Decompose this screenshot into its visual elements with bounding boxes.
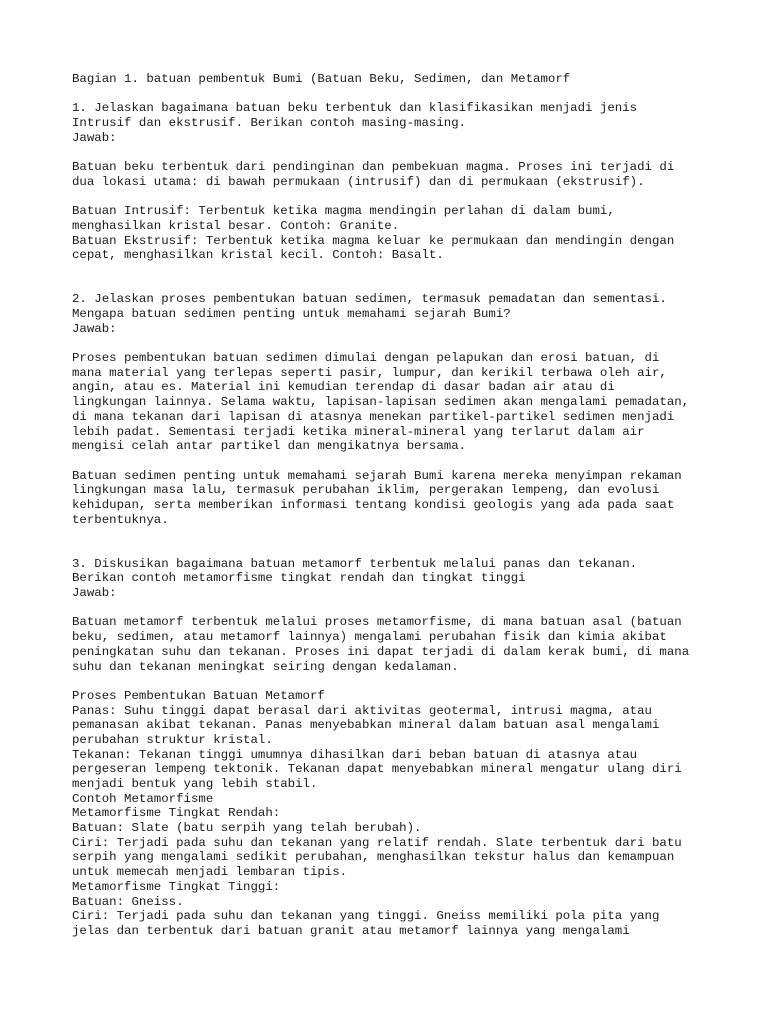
- paragraph-line: jelas dan terbentuk dari batuan granit atau metamorf lainnya yang mengalami: [72, 923, 630, 938]
- paragraph-line: pemanasan akibat tekanan. Panas menyebabkan mineral dalam batuan asal mengalami: [72, 718, 660, 733]
- answer-label: Jawab:: [72, 586, 117, 601]
- answer-paragraph: [72, 615, 712, 674]
- question-text: Mengapa batuan sedimen penting untuk memahami sejarah Bumi?: [72, 307, 511, 322]
- paragraph-line: pergeseran lempeng tektonik. Tekanan dapat menyebabkan mineral mengatur ulang diri: [72, 762, 682, 777]
- question-text: 1. Jelaskan bagaimana batuan beku terbentuk dan klasifikasikan menjadi jenis: [72, 101, 638, 116]
- paragraph-line: perubahan struktur kristal.: [72, 732, 273, 747]
- paragraph-line: Batuan: Slate (batu serpih yang telah berubah).: [72, 821, 422, 836]
- section-heading: Contoh Metamorfisme: [72, 791, 214, 806]
- paragraph-line: Batuan beku terbentuk dari pendinginan dan pembekuan magma. Proses ini terjadi di: [72, 160, 675, 175]
- document-page: [72, 72, 712, 939]
- question-text: 2. Jelaskan proses pembentukan batuan sedimen, termasuk pemadatan dan sementasi.: [72, 292, 667, 307]
- question-3: [72, 557, 712, 939]
- answer-paragraph: [72, 469, 712, 528]
- paragraph-line: Ciri: Terjadi pada suhu dan tekanan yang relatif rendah. Slate terbentuk dari batu: [72, 835, 682, 850]
- paragraph-line: menghasilkan kristal besar. Contoh: Granite.: [72, 218, 400, 233]
- paragraph-line: menjadi bentuk yang lebih stabil.: [72, 777, 318, 792]
- paragraph-line: Ciri: Terjadi pada suhu dan tekanan yang tinggi. Gneiss memiliki pola pita yang: [72, 909, 660, 924]
- paragraph-line: untuk memecah menjadi lembaran tipis.: [72, 865, 348, 880]
- paragraph-line: lingkungan lainnya. Selama waktu, lapisan-lapisan sedimen akan mengalami pemadatan,: [72, 395, 690, 410]
- answer-paragraph: [72, 689, 712, 939]
- document-title: Bagian 1. batuan pembentuk Bumi (Batuan Beku, Sedimen, dan Metamorf: [72, 72, 571, 86]
- paragraph-line: Batuan: Gneiss.: [72, 894, 184, 909]
- question-2: [72, 292, 712, 527]
- paragraph-line: lingkungan masa lalu, termasuk perubahan iklim, pergerakan lempeng, dan evolusi: [72, 483, 660, 498]
- question-text: Berikan contoh metamorfisme tingkat rendah dan tingkat tinggi: [72, 571, 526, 586]
- question-text: Intrusif dan ekstrusif. Berikan contoh masing-masing.: [72, 116, 467, 131]
- paragraph-line: beku, sedimen, atau metamorf lainnya) mengalami perubahan fisik dan kimia akibat: [72, 630, 667, 645]
- answer-paragraph: [72, 351, 712, 454]
- question-1: [72, 101, 712, 263]
- answer-paragraph: [72, 160, 712, 189]
- paragraph-line: serpih yang mengalami sedikit perubahan, menghasilkan tekstur halus dan kemampuan: [72, 850, 675, 865]
- subsection-heading: Metamorfisme Tingkat Rendah:: [72, 806, 281, 821]
- paragraph-line: peningkatan suhu dan tekanan. Proses ini dapat terjadi di dalam kerak bumi, di mana: [72, 644, 690, 659]
- paragraph-line: Panas: Suhu tinggi dapat berasal dari aktivitas geotermal, intrusi magma, atau: [72, 703, 652, 718]
- paragraph-line: suhu dan tekanan meningkat seiring dengan kedalaman.: [72, 659, 459, 674]
- paragraph-line: Batuan sedimen penting untuk memahami sejarah Bumi karena mereka menyimpan rekaman: [72, 468, 682, 483]
- paragraph-line: kehidupan, serta memberikan informasi tentang kondisi geologis yang ada pada saat: [72, 497, 675, 512]
- paragraph-line: Proses pembentukan batuan sedimen dimulai dengan pelapukan dan erosi batuan, di: [72, 351, 660, 366]
- section-heading: Proses Pembentukan Batuan Metamorf: [72, 688, 325, 703]
- subsection-heading: Metamorfisme Tingkat Tinggi:: [72, 879, 281, 894]
- paragraph-line: dua lokasi utama: di bawah permukaan (intrusif) dan di permukaan (ekstrusif).: [72, 174, 645, 189]
- paragraph-line: lebih padat. Sementasi terjadi ketika mineral-mineral yang terlarut dalam air: [72, 424, 645, 439]
- paragraph-line: di mana tekanan dari lapisan di atasnya menekan partikel-partikel sedimen menjadi: [72, 409, 675, 424]
- paragraph-line: cepat, menghasilkan kristal kecil. Contoh: Basalt.: [72, 248, 444, 263]
- question-text: 3. Diskusikan bagaimana batuan metamorf terbentuk melalui panas dan tekanan.: [72, 556, 638, 571]
- paragraph-line: Batuan Intrusif: Terbentuk ketika magma mendingin perlahan di dalam bumi,: [72, 204, 615, 219]
- paragraph-line: Tekanan: Tekanan tinggi umumnya dihasilkan dari beban batuan di atasnya atau: [72, 747, 638, 762]
- answer-label: Jawab:: [72, 321, 117, 336]
- paragraph-line: terbentuknya.: [72, 512, 169, 527]
- paragraph-line: mengisi celah antar partikel dan mengikatnya bersama.: [72, 439, 467, 454]
- answer-paragraph: [72, 204, 712, 263]
- paragraph-line: mana material yang terlepas seperti pasir, lumpur, dan kerikil terbawa oleh air,: [72, 365, 667, 380]
- paragraph-line: Batuan metamorf terbentuk melalui proses metamorfisme, di mana batuan asal (batuan: [72, 615, 682, 630]
- paragraph-line: Batuan Ekstrusif: Terbentuk ketika magma keluar ke permukaan dan mendingin dengan: [72, 233, 675, 248]
- paragraph-line: angin, atau es. Material ini kemudian terendap di dasar badan air atau di: [72, 380, 615, 395]
- answer-label: Jawab:: [72, 130, 117, 145]
